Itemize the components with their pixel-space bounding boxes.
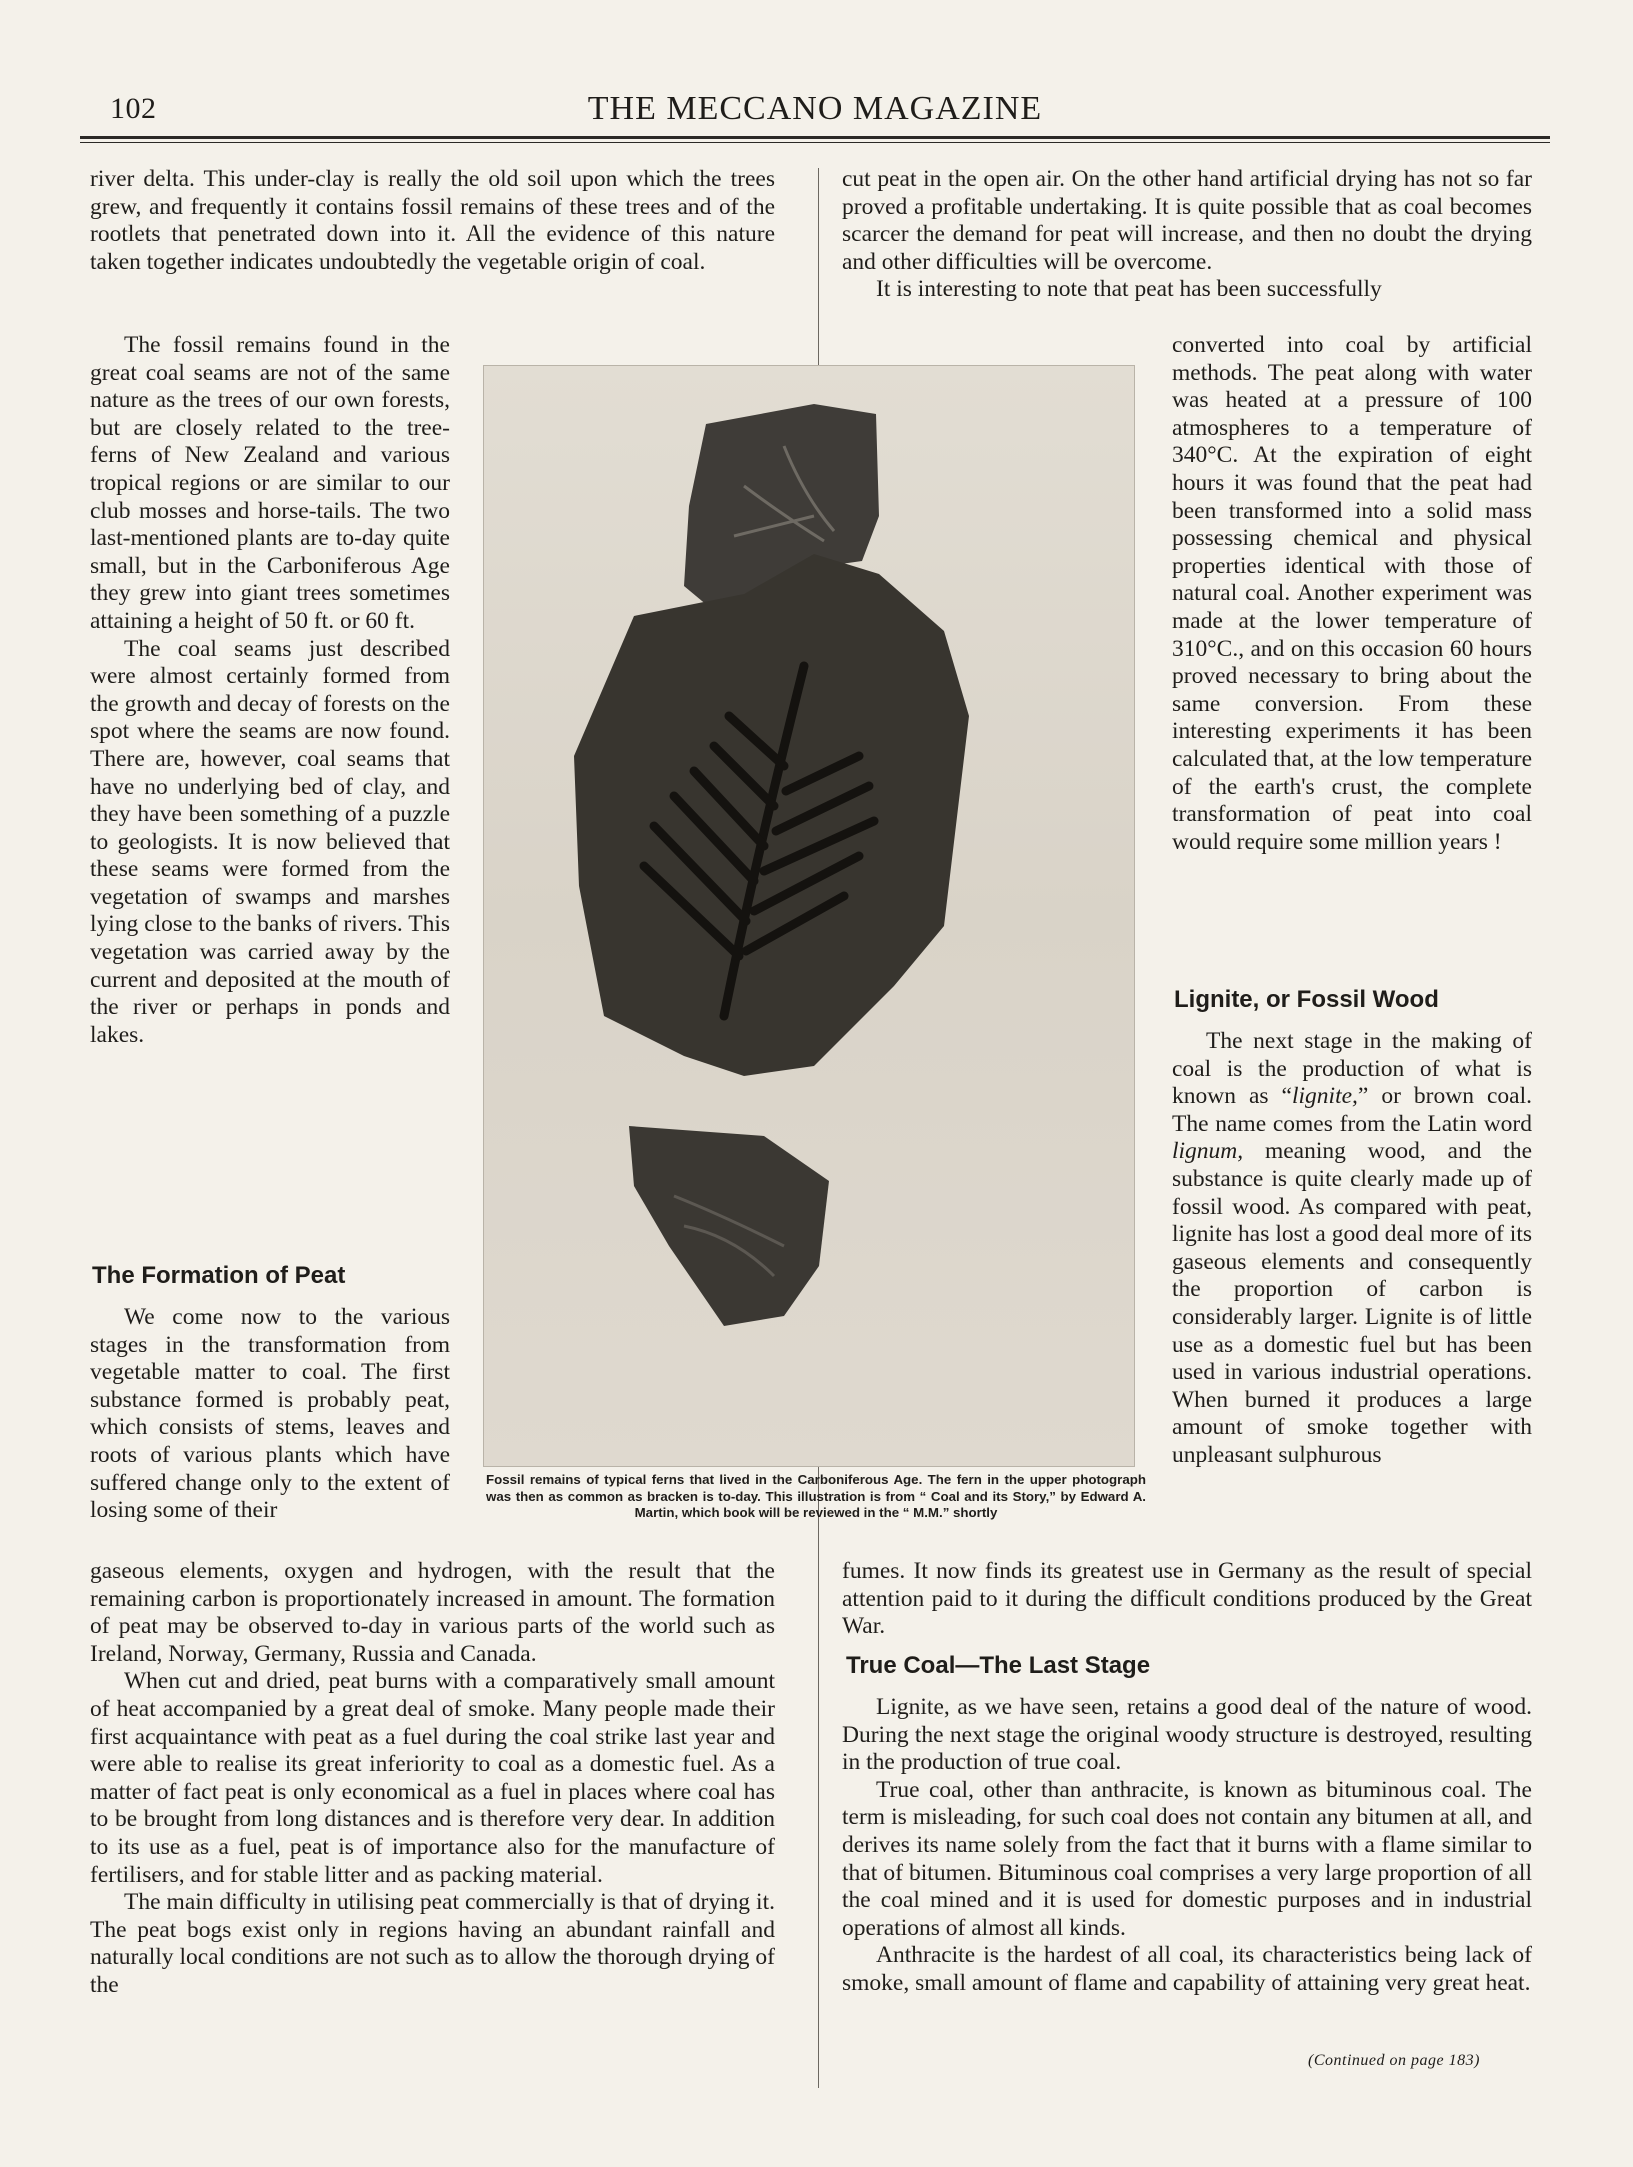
header-rule-thin xyxy=(80,142,1550,143)
page-number: 102 xyxy=(110,92,157,125)
fossil-illustration xyxy=(484,366,1134,1466)
paragraph-fossil-remains: The fossil remains found in the great coal seams are not of the same nature as the trees of our own forests, but are closely related to the tree-ferns of New Zealand and various tropical regions or are similar to our club mosses and horse-tails. The two last-mentioned plants are to-day quite small, but in the Carboniferous Age they grew into giant trees sometimes attaining a height of 50 ft. or 60 ft. xyxy=(90,332,450,634)
fossil-rock-bottom xyxy=(629,1126,829,1326)
fossil-photograph xyxy=(483,365,1135,1467)
page-header xyxy=(80,88,1550,128)
term-lignite: lignite, xyxy=(1291,1083,1358,1110)
right-column-bottom xyxy=(842,1558,1532,1641)
left-column-narrow-lower xyxy=(90,1304,450,1525)
continued-note: (Continued on page 183) xyxy=(1308,2052,1480,2069)
right-column-narrow-lower xyxy=(1172,1028,1532,1470)
left-column-bottom xyxy=(90,1558,775,2000)
right-column-true-coal xyxy=(842,1694,1532,1998)
figure-caption: Fossil remains of typical ferns that lived in the Carboniferous Age. The fern in the upper photograph was then as common as bracken is to-day. This illustration is from “ Coal and its Story,” by Edward A. Martin, which book will be reviewed in the “ M.M.” shortly xyxy=(486,1472,1146,1520)
term-lignum: lignum, xyxy=(1172,1138,1244,1165)
left-column-top xyxy=(90,166,775,276)
paragraph-cut-peat: cut peat in the open air. On the other hand artificial drying has not so far proved a profitable undertaking. It is quite possible that as coal becomes scarcer the demand for peat will increase, and then no doubt the drying and other difficulties will be overcome. xyxy=(842,166,1532,275)
paragraph-fumes: fumes. It now finds its greatest use in Germany as the result of special attention paid to it during the difficult conditions produced by the Great War. xyxy=(842,1558,1532,1640)
right-column-top xyxy=(842,166,1532,304)
paragraph-cut-and-dried: When cut and dried, peat burns with a comparatively small amount of heat accompanied by a great deal of smoke. Many people made their first acquaintance with peat as a fuel during the coal strike last year and were able to realise its great inferiority to coal as a domestic fuel. As a matter of fact peat is only economical as a fuel in places where coal has to be brought from long distances and is therefore very dear. In addition to its use as a fuel, peat is of importance also for the manufacture of fertilisers, and for stable litter and as packing material. xyxy=(90,1668,775,1888)
heading-formation-of-peat: The Formation of Peat xyxy=(92,1262,346,1289)
paragraph-bituminous: True coal, other than anthracite, is known as bituminous coal. The term is misleading, for such coal does not contain any bitumen at all, and derives its name solely from the fact that it burns with a flame similar to that of bitumen. Bituminous coal comprises a very large proportion of all the coal mined and it is used for domestic purposes and in industrial operations of almost all kinds. xyxy=(842,1776,1532,1941)
paragraph-various-stages: We come now to the various stages in the transformation from vegetable matter to coal. The first substance formed is probably peat, which consists of stems, leaves and roots of various plants which have suffered change only to the extent of losing some of their xyxy=(90,1304,450,1524)
paragraph-anthracite: Anthracite is the hardest of all coal, its characteristics being lack of smoke, small amount of flame and capability of attaining very great heat. xyxy=(842,1942,1532,1996)
paragraph-gaseous-elements: gaseous elements, oxygen and hydrogen, with the result that the remaining carbon is proportionately increased in amount. The formation of peat may be observed to-day in various parts of the world such as Ireland, Norway, Germany, Russia and Canada. xyxy=(90,1558,775,1667)
paragraph-artificial-methods: converted into coal by artificial methods. The peat along with water was heated at a pressure of 100 atmospheres to a temperature of 340°C. At the expiration of eight hours it was found that the peat had been transformed into a solid mass possessing chemical and physical properties identical with those of natural coal. Another experiment was made at the lower temperature of 310°C., and on this occasion 60 hours proved necessary to bring about the same conversion. From these interesting experiments it has been calculated that, at the low temperature of the earth's crust, the complete transformation of peat into coal would require some million years ! xyxy=(1172,332,1532,855)
header-rule xyxy=(80,136,1550,139)
paragraph-coal-seams: The coal seams just described were almost certainly formed from the growth and decay of forests on the spot where the seams are now found. There are, however, coal seams that have no underlying bed of clay, and they have been something of a puzzle to geologists. It is now believed that these seams were formed from the vegetation of swamps and marshes lying close to the banks of rivers. This vegetation was carried away by the current and deposited at the mouth of the river or perhaps in ponds and lakes. xyxy=(90,635,450,1048)
heading-lignite: Lignite, or Fossil Wood xyxy=(1174,986,1439,1013)
magazine-title: THE MECCANO MAGAZINE xyxy=(587,90,1043,127)
paragraph-under-clay: river delta. This under-clay is really the old soil upon which the trees grew, and frequently it contains fossil remains of these trees and of the rootlets that penetrated down into it. All the evidence of this nature taken together indicates undoubtedly the vegetable origin of coal. xyxy=(90,166,775,275)
paragraph-interesting-lead: It is interesting to note that peat has been successfully xyxy=(876,276,1382,303)
right-column-narrow xyxy=(1172,332,1532,856)
paragraph-lignite: The next stage in the making of coal is the production of what is known as “lignite,” or brown coal. The name comes from the Latin word lignum, meaning wood, and the substance is quite clearly made up of fossil wood. As compared with peat, lignite has lost a good deal more of its gaseous elements and consequently the proportion of carbon is considerably larger. Lignite is of little use as a domestic fuel but has been used in various industrial operations. When burned it produces a large amount of smoke together with unpleasant sulphurous xyxy=(1172,1028,1532,1468)
paragraph-main-difficulty: The main difficulty in utilising peat commercially is that of drying it. The peat bogs exist only in regions having an abundant rainfall and naturally local conditions are not such as to allow the thorough drying of the xyxy=(90,1889,775,1998)
heading-true-coal: True Coal—The Last Stage xyxy=(846,1652,1151,1679)
left-column-narrow xyxy=(90,332,450,1049)
paragraph-lignite-retains: Lignite, as we have seen, retains a good deal of the nature of wood. During the next stage the original woody structure is destroyed, resulting in the production of true coal. xyxy=(842,1694,1532,1776)
